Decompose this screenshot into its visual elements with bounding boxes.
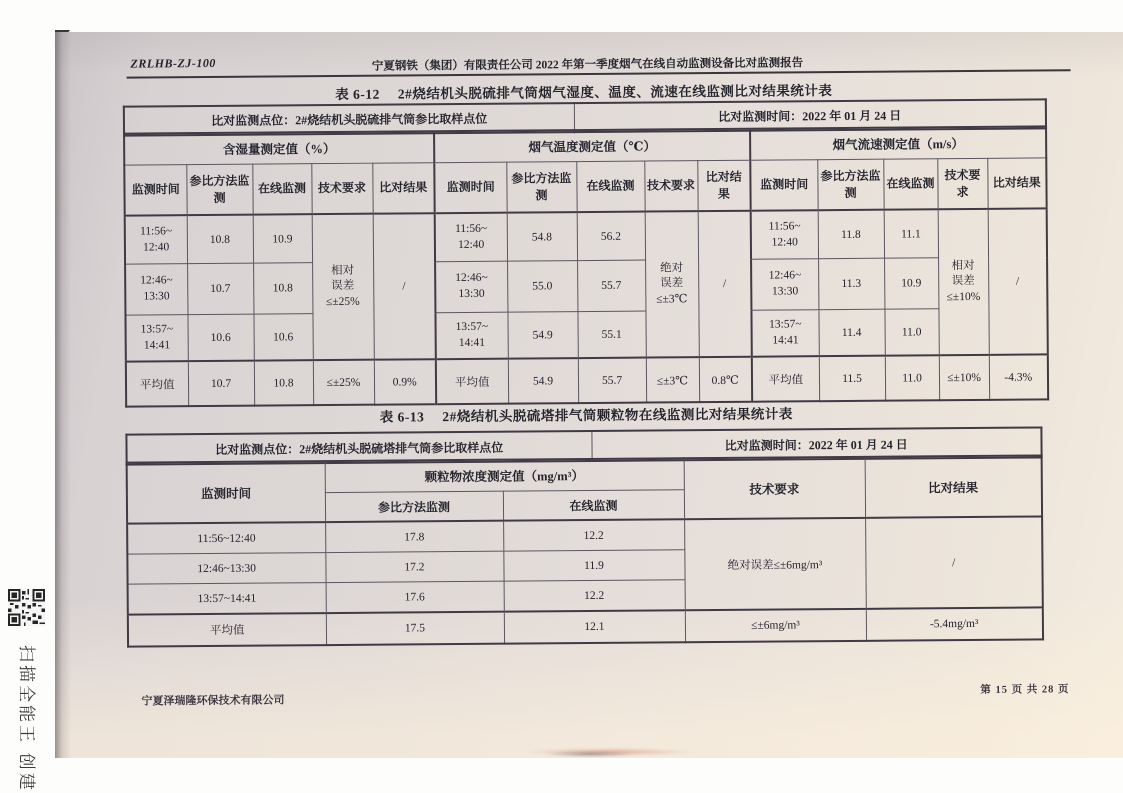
group-particulate: 颗粒物浓度测定值（mg/m³） [325, 458, 684, 492]
cell-result: 0.8℃ [699, 357, 752, 402]
cell-ref: 17.8 [325, 521, 503, 553]
cell-requirement: ≤±25% [313, 360, 374, 405]
cell-ref: 11.3 [818, 258, 884, 310]
cell-time: 13:57~ 14:41 [435, 312, 507, 359]
cell-ref: 54.8 [507, 212, 577, 261]
cell-requirement: 绝对 误差 ≤±3℃ [645, 211, 699, 357]
cell-online: 12.2 [503, 519, 684, 551]
col-online: 在线监测 [503, 490, 684, 521]
cell-online: 10.8 [254, 360, 313, 405]
table1-monitor-date: 比对监测时间：2022 年 01 月 24 日 [574, 99, 1046, 132]
qr-code [8, 589, 45, 626]
cell-ref: 10.7 [188, 361, 254, 407]
col-online: 在线监测 [883, 159, 937, 210]
cell-online: 11.0 [885, 355, 939, 400]
cell-ref: 54.9 [507, 312, 577, 359]
table1 [123, 125, 1049, 407]
col-requirement: 技术要求 [684, 457, 865, 519]
cell-time: 13:57~ 14:41 [125, 315, 187, 362]
cell-online: 12.1 [504, 610, 685, 643]
cell-online: 10.6 [253, 314, 312, 361]
document-code: ZRLHB-ZJ-100 [130, 55, 216, 71]
page-content [52, 28, 1123, 762]
cell-avg-label: 平均值 [126, 361, 188, 406]
camscanner-watermark: 扫描全能王 创建 [17, 645, 36, 793]
cell-online: 55.7 [578, 358, 646, 404]
col-reference: 参比方法监测 [817, 159, 883, 210]
table2-number: 表 6-13 [379, 409, 425, 425]
col-reference: 参比方法监测 [186, 164, 252, 215]
cell-ref: 10.6 [187, 314, 253, 361]
col-requirement: 技术要求 [644, 161, 697, 212]
col-result: 比对结果 [697, 160, 750, 211]
cell-requirement: 相对 误差 ≤±25% [312, 214, 374, 360]
table1-data-row [125, 257, 1047, 315]
table1-title: 2#烧结机头脱硫排气筒烟气湿度、温度、流速在线监测比对结果统计表 [397, 83, 833, 102]
col-time: 监测时间 [434, 162, 506, 213]
table2-monitor-date: 比对监测时间：2022 年 01 月 24 日 [591, 427, 1041, 461]
cell-requirement: 相对 误差 ≤±10% [938, 209, 989, 355]
table1-data-row [125, 308, 1047, 362]
cell-time: 11:56~12:40 [127, 522, 325, 554]
cell-result: / [698, 211, 752, 357]
cell-result: / [988, 208, 1048, 354]
cell-requirement: ≤±3℃ [646, 357, 699, 402]
table1-number: 表 6-12 [335, 86, 380, 102]
cell-ref: 17.6 [326, 581, 504, 613]
col-result: 比对结果 [865, 455, 1042, 517]
table2-monitor-point: 比对监测点位：2#烧结机头脱硫塔排气筒参比取样点位 [215, 440, 504, 457]
cell-requirement: ≤±6mg/m³ [685, 609, 866, 642]
table1-column-header-row [124, 158, 1046, 216]
group-temperature: 烟气温度测定值（℃） [434, 129, 750, 163]
footer-company: 宁夏泽瑞隆环保技术有限公司 [141, 694, 285, 708]
col-reference: 参比方法监测 [325, 491, 503, 522]
cell-time: 11:56~ 12:40 [435, 213, 507, 262]
cell-online: 11.1 [884, 209, 938, 258]
group-humidity: 含湿量测定值（%） [124, 131, 434, 165]
cell-online: 10.8 [253, 263, 312, 314]
col-time: 监测时间 [750, 160, 817, 211]
cell-time: 11:56~ 12:40 [125, 215, 187, 264]
cell-online: 55.7 [577, 260, 645, 312]
cell-ref: 10.8 [187, 215, 253, 264]
col-requirement: 技术要求 [311, 163, 372, 214]
cell-requirement: ≤±10% [939, 355, 989, 400]
table2-header-row [127, 455, 1042, 494]
cell-online: 10.9 [884, 258, 938, 309]
table2-title: 2#烧结机头脱硫塔排气筒颗粒物在线监测比对结果统计表 [442, 406, 793, 425]
scan-smudge [545, 751, 635, 757]
cell-online: 56.2 [577, 212, 645, 261]
col-result: 比对结果 [987, 158, 1046, 209]
cell-avg-label: 平均值 [436, 359, 508, 405]
cell-result: -5.4mg/m³ [866, 607, 1043, 640]
table2-data-row [127, 516, 1042, 554]
cell-online: 11.9 [503, 550, 684, 581]
cell-time: 12:46~ 13:30 [125, 264, 187, 315]
cell-time: 12:46~ 13:30 [435, 261, 507, 313]
table2 [126, 454, 1044, 647]
cell-result: 0.9% [374, 359, 436, 404]
cell-ref: 55.0 [507, 261, 577, 313]
cell-online: 12.2 [504, 580, 685, 612]
report-running-title: 宁夏钢铁（集团）有限责任公司 2022 年第一季度烟气在线自动监测设备比对监测报告 [371, 57, 804, 73]
cell-ref: 10.7 [187, 263, 253, 315]
col-online: 在线监测 [252, 164, 311, 215]
cell-time: 11:56~ 12:40 [751, 210, 818, 259]
cell-requirement: 绝对误差≤±6mg/m³ [684, 518, 866, 610]
cell-result: -4.3% [989, 354, 1048, 399]
cell-ref: 17.5 [326, 612, 504, 645]
cell-avg-label: 平均值 [128, 613, 326, 647]
cell-ref: 54.9 [508, 358, 578, 404]
cell-time: 13:57~14:41 [128, 583, 326, 615]
cell-avg-label: 平均值 [752, 356, 819, 402]
cell-ref: 11.8 [818, 210, 884, 259]
cell-result: / [865, 516, 1043, 608]
table1-data-row [125, 208, 1047, 264]
cell-online: 55.1 [577, 311, 645, 358]
cell-ref: 11.5 [819, 356, 885, 402]
cell-time: 12:46~13:30 [127, 553, 325, 585]
cell-ref: 11.4 [818, 309, 884, 356]
cell-time: 13:57~ 14:41 [752, 310, 819, 357]
document-page [55, 32, 1123, 758]
table2-average-row [128, 607, 1043, 646]
col-result: 比对结果 [372, 163, 434, 214]
footer-page-number: 第 15 页 共 28 页 [980, 684, 1070, 696]
cell-result: / [373, 213, 436, 359]
col-requirement: 技术要求 [937, 158, 987, 209]
cell-ref: 17.2 [325, 551, 503, 582]
table1-average-row [126, 354, 1048, 406]
cell-online: 10.9 [253, 214, 312, 263]
cell-time: 12:46~ 13:30 [751, 259, 818, 311]
cell-online: 11.0 [884, 309, 938, 356]
col-time: 监测时间 [124, 165, 186, 216]
table1-monitor-point: 比对监测点位：2#烧结机头脱硫排气筒参比取样点位 [211, 111, 488, 128]
col-reference: 参比方法监测 [506, 162, 576, 213]
group-velocity: 烟气流速测定值（m/s） [750, 126, 1046, 160]
col-time: 监测时间 [127, 461, 325, 524]
col-online: 在线监测 [576, 161, 644, 212]
